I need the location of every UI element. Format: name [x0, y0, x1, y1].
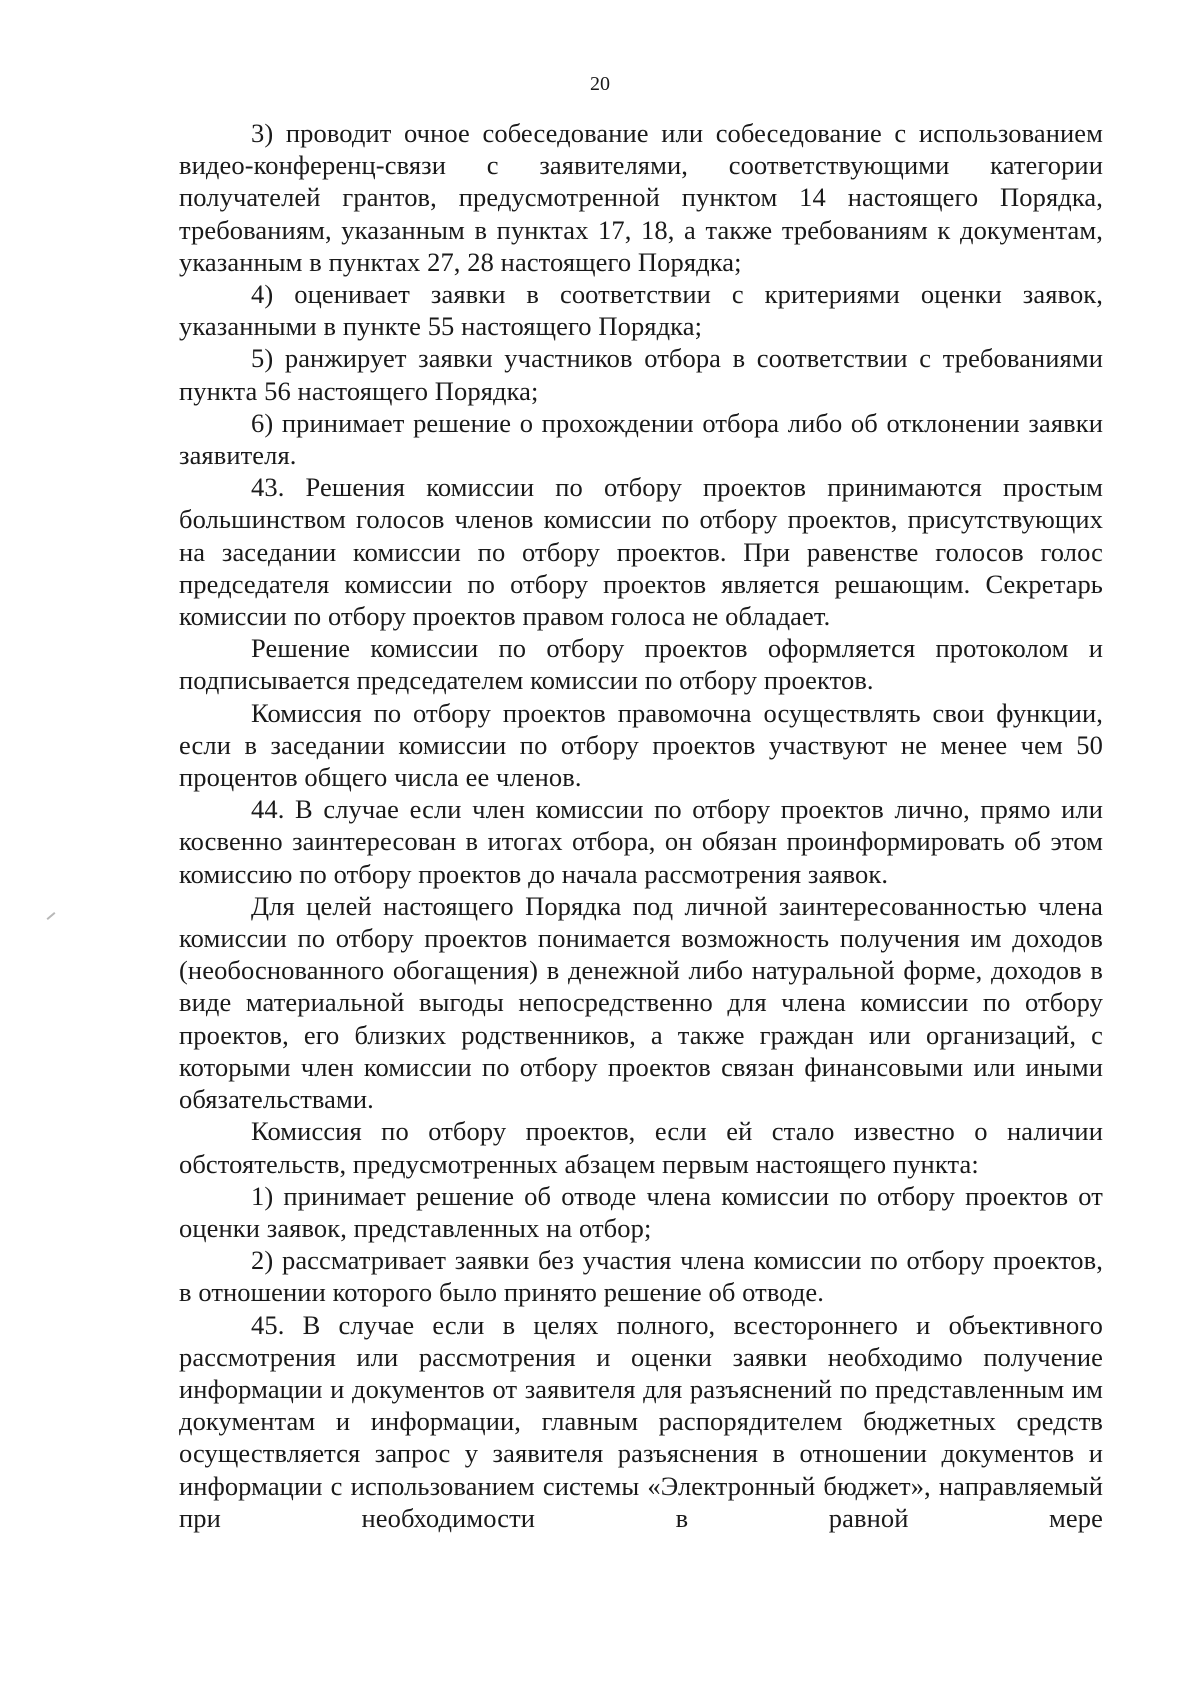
paragraph-clause-44: 44. В случае если член комиссии по отбору проектов лично, прямо или косвенно заинтересован в итогах отбора, он обязан проинформировать об этом комиссию по отбору проектов до начала рассмотрения заявок. [179, 794, 1103, 889]
paragraph-item-4: 4) оценивает заявки в соответствии с критериями оценки заявок, указанными в пункте 55 настоящего Порядка; [179, 279, 1103, 342]
paragraph-action-2: 2) рассматривает заявки без участия члена комиссии по отбору проектов, в отношении которого было принято решение об отводе. [179, 1245, 1103, 1308]
paragraph-decision-protocol: Решение комиссии по отбору проектов оформляется протоколом и подписывается председателем комиссии по отбору проектов. [179, 633, 1103, 696]
paragraph-item-6: 6) принимает решение о прохождении отбора либо об отклонении заявки заявителя. [179, 407, 1103, 471]
paragraph-quorum: Комиссия по отбору проектов правомочна осуществлять свои функции, если в заседании комиссии по отбору проектов участвуют не менее чем 50 процентов общего числа ее членов. [179, 697, 1103, 793]
paragraph-action-1: 1) принимает решение об отводе члена комиссии по отбору проектов от оценки заявок, представленных на отбор; [179, 1180, 1103, 1243]
paragraph-item-3: 3) проводит очное собеседование или собеседование с использованием видео-конференц-связи с заявителями, соответствующими категории получателей грантов, предусмотренной пунктом 14 настоящего Порядка, требованиям, указанным в пунктах 17, 18, а также требованиям к документам, указанным в пунктах 27, 28 настоящего Порядка; [179, 118, 1103, 277]
paragraph-commission-actions: Комиссия по отбору проектов, если ей стало известно о наличии обстоятельств, предусмотренных абзацем первым настоящего пункта: [179, 1116, 1103, 1179]
paragraph-clause-45: 45. В случае если в целях полного, всестороннего и объективного рассмотрения или рассмотрения и оценки заявки необходимо получение информации и документов от заявителя для разъяснений по представленным им документам и информации, главным распорядителем бюджетных средств осуществляется запрос у заявителя разъяснения в отношении документов и информации с использованием системы «Электронный бюджет», направляемый при необходимости в равной мере [179, 1309, 1103, 1533]
scan-mark [47, 912, 56, 920]
document-body [179, 117, 1103, 1534]
paragraph-personal-interest: Для целей настоящего Порядка под личной заинтересованностью члена комиссии по отбору проектов понимается возможность получения им доходов (необоснованного обогащения) в денежной либо натуральной форме, доходов в виде материальной выгоды непосредственно для члена комиссии по отбору проектов, его близких родственников, а также граждан или организаций, с которыми член комиссии по отбору проектов связан финансовыми или иными обязательствами. [179, 890, 1103, 1115]
paragraph-clause-43: 43. Решения комиссии по отбору проектов принимаются простым большинством голосов членов комиссии по отбору проектов, присутствующих на заседании комиссии по отбору проектов. При равенстве голосов голос председателя комиссии по отбору проектов является решающим. Секретарь комиссии по отбору проектов правом голоса не обладает. [179, 472, 1103, 632]
paragraph-item-5: 5) ранжирует заявки участников отбора в соответствии с требованиями пункта 56 настоящего Порядка; [179, 343, 1103, 406]
page-number: 20 [590, 73, 610, 95]
